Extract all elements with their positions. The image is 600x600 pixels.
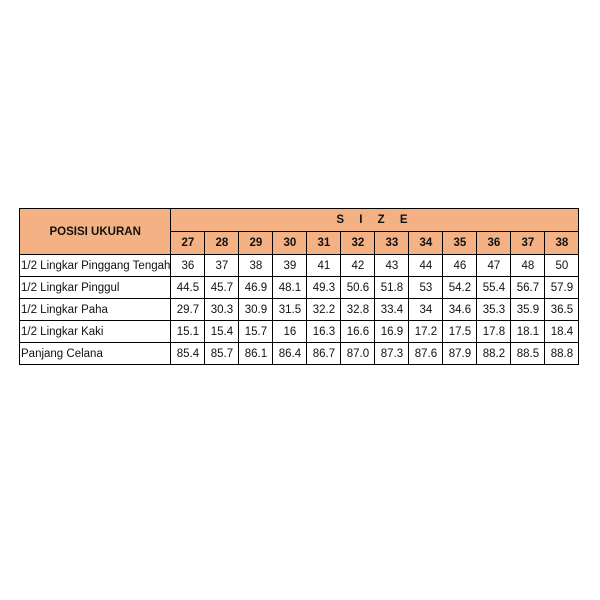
table-cell: 44.5 <box>171 277 205 299</box>
table-cell: 33.4 <box>375 299 409 321</box>
table-cell: 43 <box>375 255 409 277</box>
table-cell: 85.7 <box>205 343 239 365</box>
size-header-31: 31 <box>307 232 341 255</box>
table-cell: 86.4 <box>273 343 307 365</box>
table-cell: 36 <box>171 255 205 277</box>
table-cell: 15.4 <box>205 321 239 343</box>
header-size: S I Z E <box>171 209 579 232</box>
size-header-38: 38 <box>545 232 579 255</box>
table-cell: 45.7 <box>205 277 239 299</box>
table-cell: 38 <box>239 255 273 277</box>
table-cell: 32.2 <box>307 299 341 321</box>
size-header-34: 34 <box>409 232 443 255</box>
row-label: 1/2 Lingkar Kaki <box>20 321 171 343</box>
size-header-32: 32 <box>341 232 375 255</box>
table-cell: 29.7 <box>171 299 205 321</box>
table-cell: 87.0 <box>341 343 375 365</box>
size-header-29: 29 <box>239 232 273 255</box>
table-cell: 51.8 <box>375 277 409 299</box>
row-label: 1/2 Lingkar Paha <box>20 299 171 321</box>
table-cell: 30.3 <box>205 299 239 321</box>
table-row <box>20 321 579 343</box>
table-cell: 86.7 <box>307 343 341 365</box>
table-cell: 39 <box>273 255 307 277</box>
table-cell: 30.9 <box>239 299 273 321</box>
size-header-27: 27 <box>171 232 205 255</box>
table-cell: 17.8 <box>477 321 511 343</box>
table-cell: 46.9 <box>239 277 273 299</box>
table-cell: 48 <box>511 255 545 277</box>
size-chart-container <box>19 208 579 365</box>
table-cell: 37 <box>205 255 239 277</box>
table-cell: 86.1 <box>239 343 273 365</box>
table-row <box>20 277 579 299</box>
table-cell: 88.8 <box>545 343 579 365</box>
header-row-top <box>20 209 579 232</box>
table-cell: 50.6 <box>341 277 375 299</box>
row-label: 1/2 Lingkar Pinggang Tengah <box>20 255 171 277</box>
table-cell: 88.2 <box>477 343 511 365</box>
table-cell: 85.4 <box>171 343 205 365</box>
table-cell: 31.5 <box>273 299 307 321</box>
table-cell: 55.4 <box>477 277 511 299</box>
size-chart-table <box>19 208 579 365</box>
table-cell: 17.2 <box>409 321 443 343</box>
table-cell: 18.4 <box>545 321 579 343</box>
table-row <box>20 343 579 365</box>
table-cell: 87.6 <box>409 343 443 365</box>
table-cell: 18.1 <box>511 321 545 343</box>
size-header-33: 33 <box>375 232 409 255</box>
table-body <box>20 255 579 365</box>
table-cell: 16.3 <box>307 321 341 343</box>
table-cell: 47 <box>477 255 511 277</box>
size-header-37: 37 <box>511 232 545 255</box>
table-cell: 56.7 <box>511 277 545 299</box>
table-cell: 53 <box>409 277 443 299</box>
table-cell: 41 <box>307 255 341 277</box>
table-cell: 87.9 <box>443 343 477 365</box>
table-cell: 88.5 <box>511 343 545 365</box>
table-cell: 35.9 <box>511 299 545 321</box>
table-cell: 34.6 <box>443 299 477 321</box>
table-cell: 49.3 <box>307 277 341 299</box>
table-row <box>20 299 579 321</box>
table-cell: 44 <box>409 255 443 277</box>
table-cell: 16 <box>273 321 307 343</box>
table-cell: 34 <box>409 299 443 321</box>
table-cell: 32.8 <box>341 299 375 321</box>
size-header-30: 30 <box>273 232 307 255</box>
table-cell: 15.7 <box>239 321 273 343</box>
table-cell: 57.9 <box>545 277 579 299</box>
size-header-35: 35 <box>443 232 477 255</box>
table-cell: 16.9 <box>375 321 409 343</box>
table-cell: 36.5 <box>545 299 579 321</box>
table-cell: 42 <box>341 255 375 277</box>
size-header-36: 36 <box>477 232 511 255</box>
table-cell: 50 <box>545 255 579 277</box>
table-cell: 17.5 <box>443 321 477 343</box>
row-label: Panjang Celana <box>20 343 171 365</box>
table-cell: 15.1 <box>171 321 205 343</box>
table-cell: 16.6 <box>341 321 375 343</box>
table-cell: 46 <box>443 255 477 277</box>
table-cell: 87.3 <box>375 343 409 365</box>
table-cell: 48.1 <box>273 277 307 299</box>
table-cell: 35.3 <box>477 299 511 321</box>
size-header-28: 28 <box>205 232 239 255</box>
table-cell: 54.2 <box>443 277 477 299</box>
header-posisi-ukuran: POSISI UKURAN <box>20 209 171 255</box>
row-label: 1/2 Lingkar Pinggul <box>20 277 171 299</box>
table-row <box>20 255 579 277</box>
